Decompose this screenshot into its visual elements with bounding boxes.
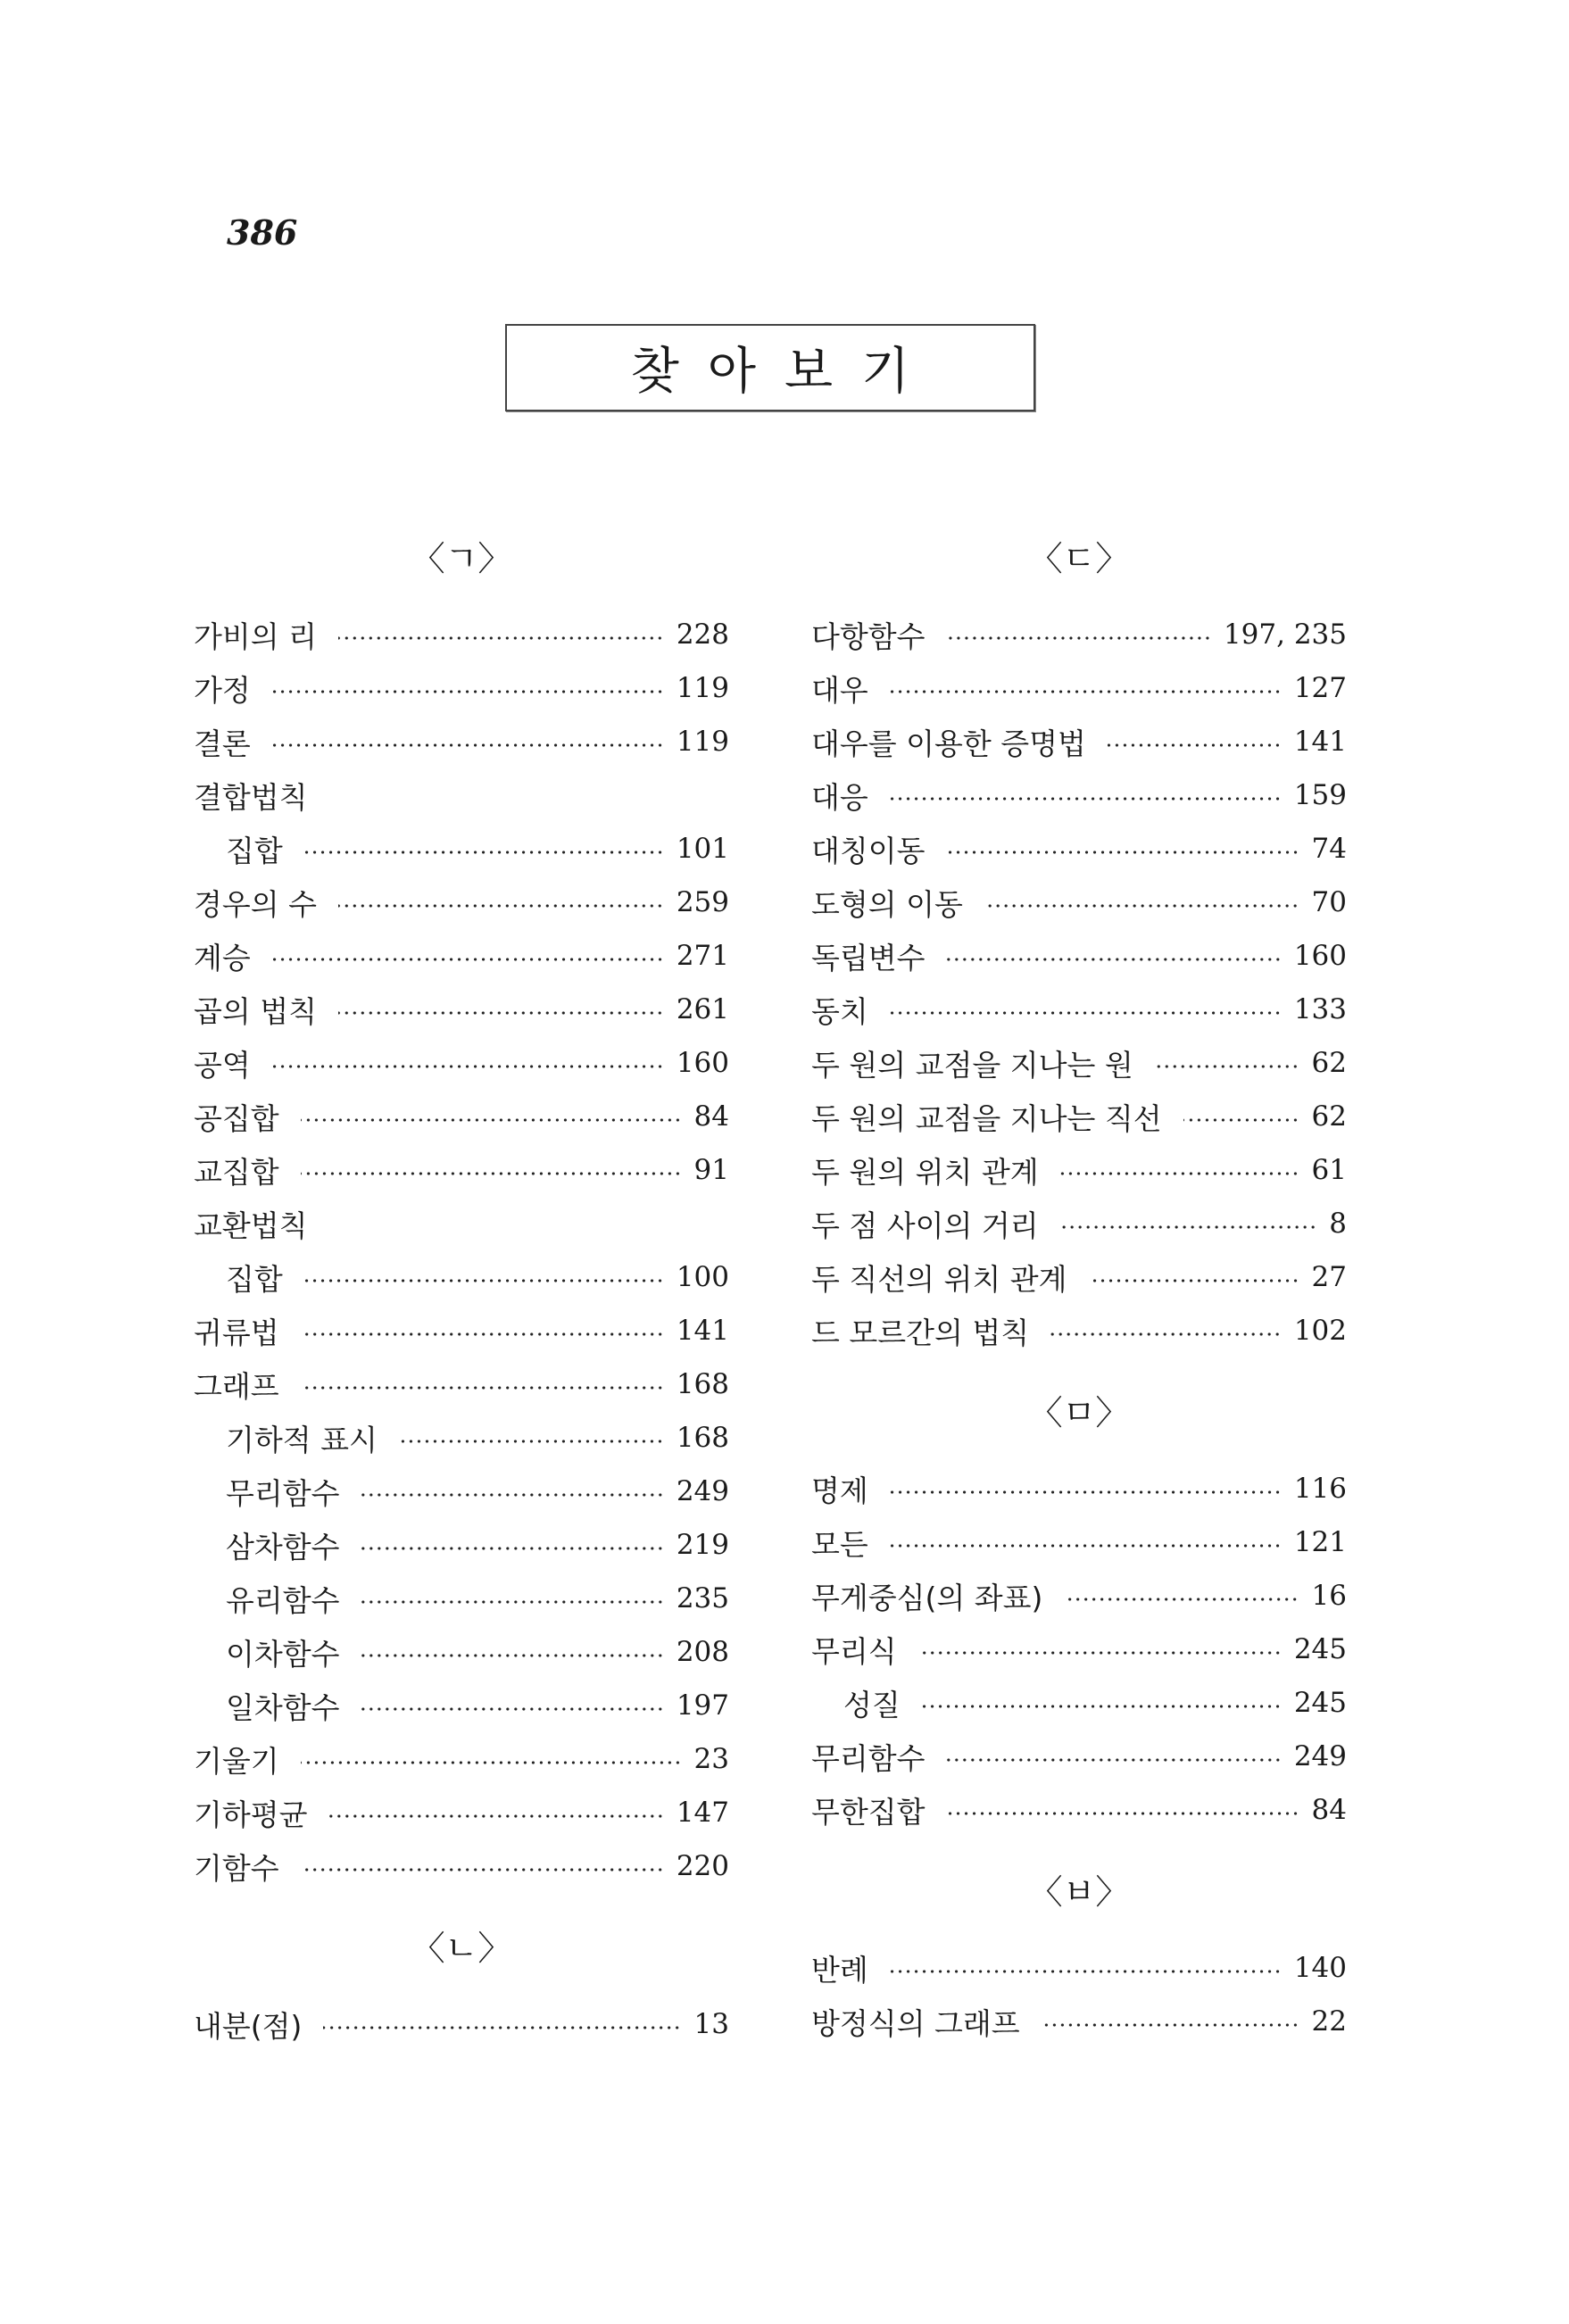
dot-leader xyxy=(361,1599,664,1605)
entry-page-number: 197, 235 xyxy=(1223,618,1347,651)
dot-leader xyxy=(984,903,1299,909)
dot-leader xyxy=(338,635,664,641)
entry-term: 무게중심(의 좌표) xyxy=(811,1580,1043,1615)
dot-leader xyxy=(361,1653,664,1658)
entry-page-number: 259 xyxy=(676,886,729,918)
entry-term: 결론 xyxy=(194,726,251,761)
entry-page-number: 127 xyxy=(1293,672,1347,704)
dot-leader xyxy=(947,1757,1282,1763)
index-subentry xyxy=(194,1518,729,1572)
dot-leader xyxy=(1064,1597,1299,1602)
dot-leader xyxy=(947,957,1282,962)
dot-leader xyxy=(301,1117,682,1123)
entry-page-number: 271 xyxy=(676,940,729,972)
index-entry xyxy=(811,1515,1347,1569)
section-header: 〈ㄱ〉 xyxy=(411,539,512,578)
entry-term: 두 원의 교점을 지나는 원 xyxy=(811,1047,1133,1083)
entry-page-number: 8 xyxy=(1329,1208,1347,1240)
entry-page-number: 62 xyxy=(1311,1100,1347,1133)
index-entry xyxy=(811,822,1347,876)
section-header: 〈ㅁ〉 xyxy=(1028,1393,1130,1432)
index-entry xyxy=(194,1036,729,1090)
entry-page-number: 245 xyxy=(1293,1687,1347,1719)
index-subentry xyxy=(811,1676,1347,1730)
dot-leader xyxy=(304,850,664,855)
index-entry xyxy=(194,715,729,768)
entry-term: 대우를 이용한 증명법 xyxy=(811,726,1086,761)
dot-leader xyxy=(890,689,1282,694)
index-entry xyxy=(811,1304,1347,1357)
entry-page-number: 249 xyxy=(1293,1740,1347,1772)
entry-page-number: 74 xyxy=(1311,833,1347,865)
entry-term: 방정식의 그래프 xyxy=(811,2005,1020,2041)
entry-term: 반례 xyxy=(811,1952,868,1988)
entry-page-number: 160 xyxy=(1293,940,1347,972)
index-entry xyxy=(194,1732,729,1786)
entry-page-number: 13 xyxy=(693,2008,729,2040)
dot-leader xyxy=(399,1439,664,1444)
dot-leader xyxy=(272,1064,664,1069)
dot-leader xyxy=(329,1814,664,1819)
entry-page-number: 141 xyxy=(1293,726,1347,758)
index-entry xyxy=(194,1143,729,1197)
entry-term: 집합 xyxy=(226,833,283,868)
dot-leader xyxy=(272,743,664,748)
entry-page-number: 23 xyxy=(693,1743,729,1775)
entry-page-number: 168 xyxy=(676,1422,729,1454)
index-entry xyxy=(811,983,1347,1036)
dot-leader xyxy=(947,1811,1299,1816)
section-header: 〈ㅂ〉 xyxy=(1028,1872,1130,1912)
index-entry xyxy=(811,1090,1347,1143)
index-entry xyxy=(811,1569,1347,1623)
entry-term: 기울기 xyxy=(194,1743,279,1779)
index-entry xyxy=(194,929,729,983)
entry-page-number: 147 xyxy=(676,1797,729,1829)
dot-leader xyxy=(272,957,664,962)
index-entry xyxy=(194,983,729,1036)
entry-term: 기하평균 xyxy=(194,1797,308,1832)
dot-leader xyxy=(1155,1064,1299,1069)
entry-term: 무한집합 xyxy=(811,1794,926,1830)
index-column-right xyxy=(811,503,1347,2048)
dot-leader xyxy=(301,1385,664,1390)
page-title-box xyxy=(505,324,1035,411)
entry-term: 두 원의 교점을 지나는 직선 xyxy=(811,1100,1162,1136)
entry-term: 공역 xyxy=(194,1047,251,1083)
index-entry xyxy=(811,661,1347,715)
index-subentry xyxy=(194,1625,729,1679)
entry-term: 계승 xyxy=(194,940,251,975)
entry-term: 무리함수 xyxy=(226,1475,340,1511)
entry-term: 경우의 수 xyxy=(194,886,318,922)
entry-term: 삼차함수 xyxy=(226,1529,340,1565)
index-entry xyxy=(194,768,729,822)
entry-page-number: 62 xyxy=(1311,1047,1347,1079)
dot-leader xyxy=(890,1543,1282,1548)
index-entry xyxy=(811,1730,1347,1783)
index-subentry xyxy=(194,1679,729,1732)
entry-page-number: 100 xyxy=(676,1261,729,1293)
entry-page-number: 159 xyxy=(1293,779,1347,811)
entry-term: 기하적 표시 xyxy=(226,1422,378,1457)
index-entry xyxy=(811,1462,1347,1515)
entry-term: 두 원의 위치 관계 xyxy=(811,1154,1039,1190)
dot-leader xyxy=(361,1546,664,1551)
entry-term: 내분(점) xyxy=(194,2008,303,2044)
entry-term: 공집합 xyxy=(194,1100,279,1136)
entry-page-number: 249 xyxy=(676,1475,729,1507)
page-title: 찾아보기 xyxy=(630,343,939,401)
dot-leader xyxy=(301,1332,664,1337)
entry-term: 무리식 xyxy=(811,1633,897,1669)
entry-term: 이차함수 xyxy=(226,1636,340,1672)
index-entry xyxy=(811,929,1347,983)
entry-term: 결합법칙 xyxy=(194,779,308,815)
entry-page-number: 70 xyxy=(1311,886,1347,918)
entry-page-number: 245 xyxy=(1293,1633,1347,1665)
index-entry xyxy=(811,1783,1347,1837)
entry-page-number: 119 xyxy=(676,672,729,704)
entry-term: 가정 xyxy=(194,672,251,708)
entry-term: 일차함수 xyxy=(226,1689,340,1725)
entry-page-number: 101 xyxy=(676,833,729,865)
entry-term: 무리함수 xyxy=(811,1740,926,1776)
dot-leader xyxy=(301,1171,682,1176)
entry-term: 집합 xyxy=(226,1261,283,1297)
dot-leader xyxy=(890,1969,1282,1974)
dot-leader xyxy=(338,903,664,909)
index-entry xyxy=(194,1357,729,1411)
index-subentry xyxy=(194,1411,729,1465)
dot-leader xyxy=(361,1706,664,1712)
entry-term: 모든 xyxy=(811,1526,868,1562)
entry-page-number: 116 xyxy=(1293,1473,1347,1505)
entry-term: 귀류법 xyxy=(194,1315,279,1350)
entry-term: 독립변수 xyxy=(811,940,926,975)
dot-leader xyxy=(1060,1224,1317,1230)
entry-page-number: 208 xyxy=(676,1636,729,1668)
entry-page-number: 22 xyxy=(1311,2005,1347,2038)
entry-term: 교환법칙 xyxy=(194,1208,308,1243)
dot-leader xyxy=(338,1010,664,1016)
index-entry xyxy=(194,608,729,661)
entry-page-number: 197 xyxy=(676,1689,729,1722)
index-entry xyxy=(194,1197,729,1250)
index-column-left xyxy=(194,503,729,2051)
dot-leader xyxy=(890,1010,1282,1016)
entry-page-number: 61 xyxy=(1311,1154,1347,1186)
dot-leader xyxy=(1089,1278,1299,1283)
dot-leader xyxy=(301,1760,682,1765)
dot-leader xyxy=(947,635,1211,641)
index-entry xyxy=(811,1143,1347,1197)
entry-page-number: 16 xyxy=(1311,1580,1347,1612)
dot-leader xyxy=(918,1650,1282,1656)
entry-page-number: 133 xyxy=(1293,993,1347,1025)
entry-page-number: 119 xyxy=(676,726,729,758)
entry-page-number: 160 xyxy=(676,1047,729,1079)
entry-page-number: 84 xyxy=(693,1100,729,1133)
dot-leader xyxy=(301,1867,664,1872)
index-entry xyxy=(194,1090,729,1143)
dot-leader xyxy=(890,1490,1282,1495)
entry-term: 도형의 이동 xyxy=(811,886,963,922)
index-entry xyxy=(194,1786,729,1839)
entry-term: 다항함수 xyxy=(811,618,926,654)
entry-page-number: 102 xyxy=(1293,1315,1347,1347)
dot-leader xyxy=(1042,2022,1299,2028)
entry-page-number: 168 xyxy=(676,1368,729,1400)
section-header: 〈ㄷ〉 xyxy=(1028,539,1130,578)
entry-term: 곱의 법칙 xyxy=(194,993,318,1029)
index-subentry xyxy=(194,1572,729,1625)
entry-page-number: 84 xyxy=(1311,1794,1347,1826)
dot-leader xyxy=(361,1492,664,1498)
index-entry xyxy=(811,768,1347,822)
entry-term: 두 점 사이의 거리 xyxy=(811,1208,1039,1243)
index-entry xyxy=(194,876,729,929)
entry-term: 유리함수 xyxy=(226,1582,340,1618)
dot-leader xyxy=(323,2025,681,2030)
index-entry xyxy=(811,1250,1347,1304)
entry-term: 대우 xyxy=(811,672,868,708)
index-entry xyxy=(194,1997,729,2051)
entry-term: 드 모르간의 법칙 xyxy=(811,1315,1030,1350)
index-entry xyxy=(811,1036,1347,1090)
index-entry xyxy=(811,1995,1347,2048)
dot-leader xyxy=(304,1278,664,1283)
index-subentry xyxy=(194,822,729,876)
index-entry xyxy=(811,1941,1347,1995)
entry-page-number: 219 xyxy=(676,1529,729,1561)
dot-leader xyxy=(1108,743,1282,748)
index-entry xyxy=(811,715,1347,768)
index-entry xyxy=(194,661,729,715)
entry-term: 그래프 xyxy=(194,1368,279,1404)
entry-term: 명제 xyxy=(811,1473,868,1508)
entry-page-number: 27 xyxy=(1311,1261,1347,1293)
index-subentry xyxy=(194,1465,729,1518)
index-entry xyxy=(811,1623,1347,1676)
entry-term: 두 직선의 위치 관계 xyxy=(811,1261,1067,1297)
entry-page-number: 228 xyxy=(676,618,729,651)
dot-leader xyxy=(1050,1332,1282,1337)
entry-page-number: 261 xyxy=(676,993,729,1025)
dot-leader xyxy=(922,1704,1282,1709)
index-entry xyxy=(194,1304,729,1357)
dot-leader xyxy=(890,796,1282,801)
section-header: 〈ㄴ〉 xyxy=(411,1929,512,1968)
index-entry xyxy=(811,1197,1347,1250)
dot-leader xyxy=(272,689,664,694)
entry-page-number: 235 xyxy=(676,1582,729,1614)
entry-term: 성질 xyxy=(843,1687,901,1722)
entry-page-number: 140 xyxy=(1293,1952,1347,1984)
entry-term: 대칭이동 xyxy=(811,833,926,868)
entry-term: 대응 xyxy=(811,779,868,815)
entry-page-number: 91 xyxy=(693,1154,729,1186)
entry-term: 가비의 리 xyxy=(194,618,318,654)
dot-leader xyxy=(1183,1117,1299,1123)
page-number: 386 xyxy=(227,212,298,253)
entry-page-number: 121 xyxy=(1293,1526,1347,1558)
entry-term: 동치 xyxy=(811,993,868,1029)
entry-page-number: 141 xyxy=(676,1315,729,1347)
entry-term: 교집합 xyxy=(194,1154,279,1190)
index-entry xyxy=(194,1839,729,1893)
index-entry xyxy=(811,608,1347,661)
dot-leader xyxy=(947,850,1299,855)
dot-leader xyxy=(1060,1171,1299,1176)
entry-page-number: 220 xyxy=(676,1850,729,1882)
index-entry xyxy=(811,876,1347,929)
entry-term: 기함수 xyxy=(194,1850,279,1886)
index-subentry xyxy=(194,1250,729,1304)
